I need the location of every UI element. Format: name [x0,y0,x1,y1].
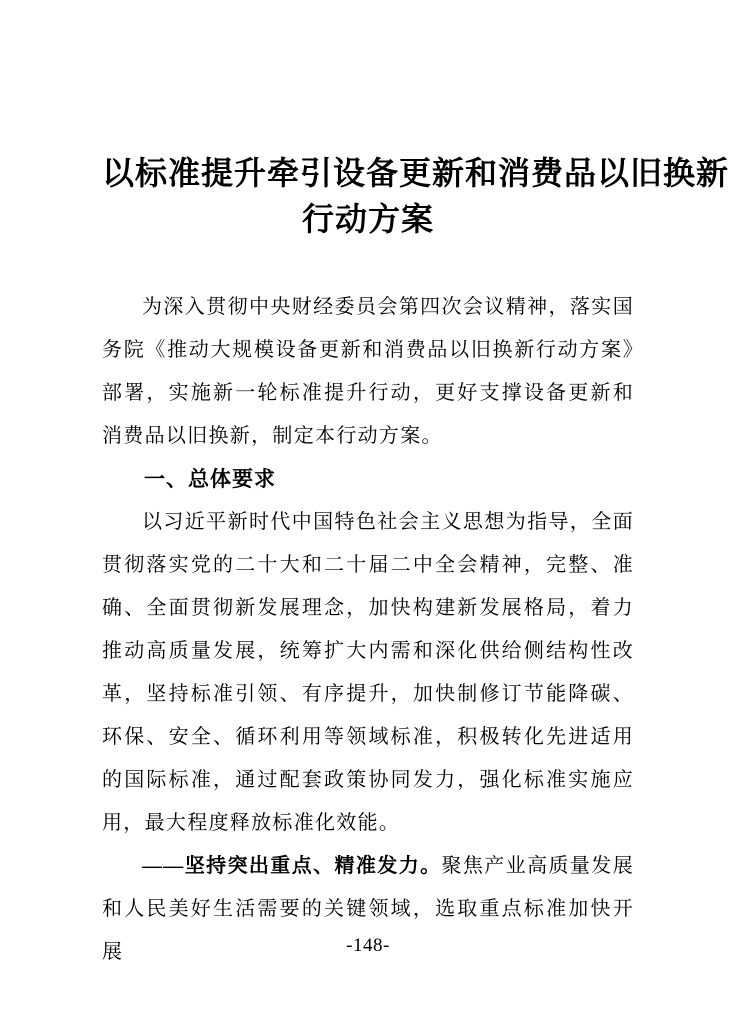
section-heading: 一、总体要求 [144,468,276,491]
document-title [102,0,730,242]
bullet-paragraph-body: 聚焦产业高质量发展和人民美好生活需要的关键领域，选取重点标准加快开展 [102,855,634,963]
bullet-paragraph-lead: ——坚持突出重点、精准发力。 [142,855,442,877]
document-title-line-1: 以标准提升牵引设备更新和消费品以旧换新 [102,155,730,191]
intro-paragraph: 为深入贯彻中央财经委员会第四次会议精神，落实国务院《推动大规模设备更新和消费品以旧换新行动方案》部署，实施新一轮标准提升行动，更好支撑设备更新和消费品以旧换新，制定本行动方案。 [102,296,634,447]
section-paragraph: 以习近平新时代中国特色社会主义思想为指导，全面贯彻落实党的二十大和二十届二中全会精神，完整、准确、全面贯彻新发展理念，加快构建新发展格局，着力推动高质量发展，统筹扩大内需和深化供给侧结构性改革，坚持标准引领、有序提升，加快制修订节能降碳、环保、安全、循环利用等领域标准，积极转化先进适用的国际标准，通过配套政策协同发力，强化标准实施应用，最大程度释放标准化效能。 [102,511,634,834]
document-title-line-2: 行动方案 [301,201,434,237]
page-number: -148- [346,935,390,956]
